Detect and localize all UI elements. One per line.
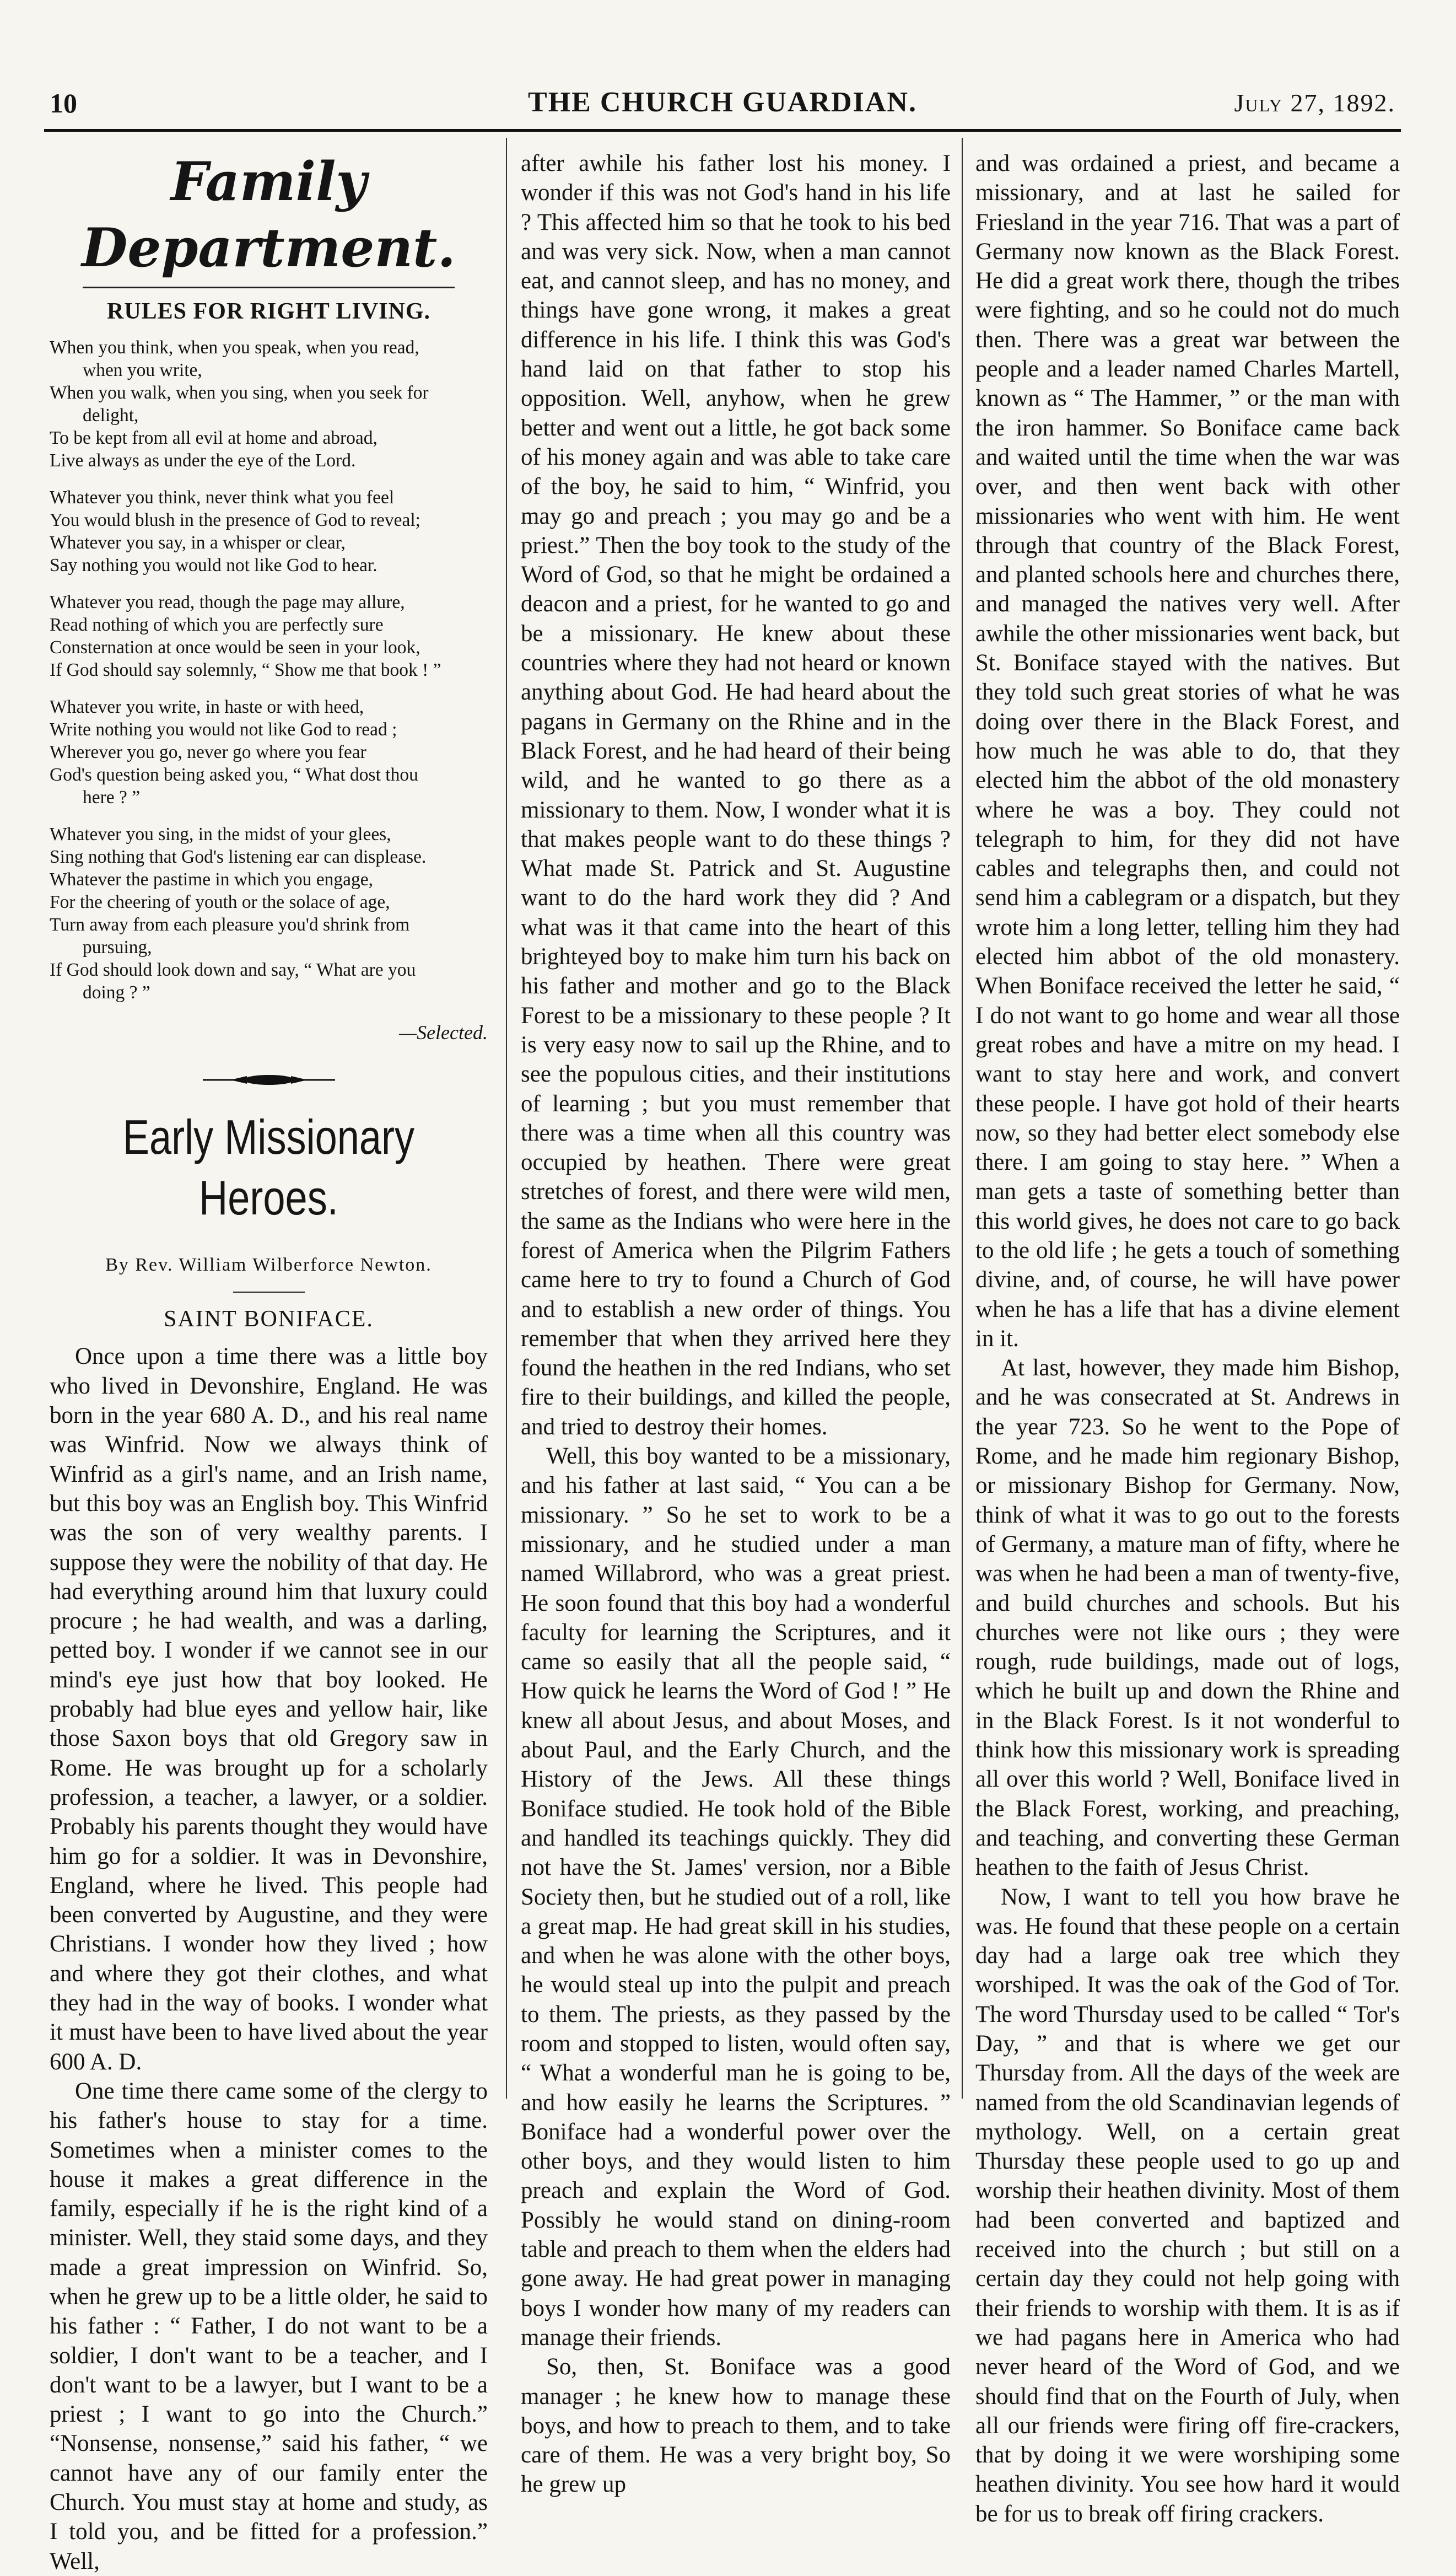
poem-line: When you walk, when you sing, when you seek for: [50, 383, 429, 404]
poem-line: Whatever you read, though the page may allure,: [50, 592, 405, 613]
column-1: [50, 149, 488, 2576]
poem-line: Whatever you say, in a whisper or clear,: [50, 533, 346, 553]
poem-line: Live always as under the eye of the Lord.: [50, 450, 356, 471]
article-paragraph: Once upon a time there was a little boy who lived in Devonshire, England. He was born in the year 680 A. D., and his real name was Winfrid. Now we always think of Winfrid as a girl's name, and an Irish name, but this boy was an English boy. This Winfrid was the son of very wealthy parents. I suppose they were the nobility of that day. He had everything around him that luxury could procure ; he had wealth, and was a darling, petted boy. I wonder if we cannot see in our mind's eye just how that boy looked. He probably had blue eyes and yellow hair, like those Saxon boys that old Gregory saw in Rome. He was brought up for a scholarly profession, a teacher, a lawyer, or a soldier. Probably his parents thought they would have him go for a soldier. It was in Devonshire, England, where he lived. This people had been converted by Augustine, and they were Christians. I wonder how they lived ; how and where they got their clothes, and what they had in the way of books. I wonder what it must have been to have lived about the year 600 A. D.: [50, 1343, 488, 2075]
article-paragraph: after awhile his father lost his money. I wonder if this was not God's hand in his life ? This affected him so that he took to his bed and was very sick. Now, when a man cannot eat, and cannot sleep, and has no money, and things have gone wrong, it makes a great difference in his life. I think this was God's hand laid on that father to stop his opposition. Well, anyhow, when he grew better and went out a little, he got back some of his money again and was able to take care of the boy, he said to him, “ Winfrid, you may go and preach ; you may go and be a priest.” Then the boy took to the study of the Word of God, so that he might be ordained a deacon and a priest, for he wanted to go and be a missionary. He knew about these countries where they had not heard or known anything about God. He had heard about the pagans in Germany on the Rhine and in the Black Forest, and he had heard of their being wild, and he wanted to go there as a missionary to them. Now, I wonder what it is that makes people want to do these things ? What made St. Patrick and St. Augustine want to do the hard work they did ? And what was it that came into the heart of this brighteyed boy to make him turn his back on his father and mother and go to the Black Forest to be a missionary to these people ? It is very easy now to sail up the Rhine, and to see the populous cities, and their institutions of learning ; but you must remember that there was a time when all this country was occupied by heathen. There were great stretches of forest, and there were wild men, the same as the Indians who were here in the forest of America when the Pilgrim Fathers came here to try to found a Church of God and to establish a new order of things. You remember that when they arrived here they found the heathen in the red Indians, who set fire to their buildings, and killed the people, and tried to destroy their homes.: [521, 150, 951, 1440]
article-paragraph: and was ordained a priest, and became a missionary, and at last he sailed for Friesland in the year 716. That was a part of Germany now known as the Black Forest. He did a great work there, though the tribes were fighting, and so he could not do much then. There was a great war between the people and a leader named Charles Martell, known as “ The Hammer, ” or the man with the iron hammer. So Boniface came back and waited until the time when the war was over, and then went back with other missionaries who went with him. He went through that country of the Black Forest, and planted schools here and churches there, and managed the natives very well. After awhile the other missionaries went back, but St. Boniface stayed with the natives. But they told such great stories of what he was doing over there in the Black Forest, and how much he was able to do, that they elected him the abbot of the old monastery where he was a boy. They could not telegraph to him, for they did not have cables and telegraphs then, and could not send him a cablegram or a dispatch, but they wrote him a long letter, telling him they had elected him abbot of the old monastery. When Boniface received the letter he said, “ I do not want to go home and wear all those great robes and have a mitre on my head. I want to stay here and work, and convert these people. I have got hold of their hearts now, so they had better elect somebody else there. I am going to stay here. ” When a man gets a taste of something better than this world gives, he does not care to go back to the old life ; he gets a touch of something divine, and, of course, he will have power when he has a life that has a divine element in it.: [975, 150, 1400, 1352]
poem-line: You would blush in the presence of God to reveal;: [50, 510, 420, 531]
column-divider: [506, 138, 507, 2099]
article-title: Early Missionary Heroes.: [122, 1109, 415, 1225]
article-paragraph: At last, however, they made him Bishop, and he was consecrated at St. Andrews in the year 723. So he went to the Pope of Rome, and he made him regionary Bishop, or missionary Bishop for Germany. Now, think of what it was to go out to the forests of Germany, a mature man of fifty, where he was when he had been a man of twenty-five, and build churches and schools. But his churches were not like ours ; they were rough, rude buildings, made out of logs, which he built up and down the Rhine and in the Black Forest. Is it not wonderful to think how this missionary work is spreading all over this world ? Well, Boniface lived in the Black Forest, working, and preaching, and teaching, and converting these German heathen to the faith of Jesus Christ.: [975, 1355, 1400, 1881]
page-number: 10: [50, 88, 77, 119]
poem-line: pursuing,: [83, 937, 152, 958]
poem-line: If God should say solemnly, “ Show me that book ! ”: [50, 660, 441, 681]
department-title: Family Department.: [82, 150, 456, 279]
poem-line: When you think, when you speak, when you read,: [50, 337, 419, 358]
header-rule: [44, 129, 1401, 132]
page-header: [44, 83, 1401, 127]
poem-line: Whatever you think, never think what you feel: [50, 487, 395, 508]
poem-line: when you write,: [83, 360, 202, 381]
poem-line: Whatever you write, in haste or with heed,: [50, 697, 364, 718]
poem-line: Read nothing of which you are perfectly sure: [50, 615, 384, 636]
section-rule: [83, 287, 455, 288]
byline-rule: [233, 1292, 305, 1293]
poem-line: God's question being asked you, “ What dost thou: [50, 765, 418, 786]
article-paragraph: Now, I want to tell you how brave he was. He found that these people on a certain day had a large oak tree which they worshiped. It was the oak of the God of Tor. The word Thursday used to be called “ Tor's Day, ” and that is where we get our Thursday from. All the days of the week are named from the old Scandinavian legends of mythology. Well, on a certain great Thursday these people used to go up and worship their heathen divinity. Most of them had been converted and baptized and received into the church ; but still on a certain day they could not help going with their friends to worship with them. It is as if we had pagans here in America who had never heard of the Word of God, and we should find that on the Fourth of July, when all our friends were firing off fire-crackers, that by doing it we were worshiping some heathen divinity. You see how hard it would be for us to break off firing crackers.: [975, 1884, 1400, 2527]
poem-stanza: [50, 823, 488, 1004]
article-paragraph: Well, this boy wanted to be a missionary, and his father at last said, “ You can a be missionary. ” So he set to work to be a missionary, and he studied under a man named Willabrord, who was a great priest. He soon found that this boy had a wonderful faculty for learning the Scriptures, and it came so easily that all the people said, “ How quick he learns the Word of God ! ” He knew all about Jesus, and about Moses, and about Paul, and the Early Church, and the History of the Jews. All these things Boniface studied. He took hold of the Bible and handled its teachings quickly. They did not have the St. James' version, nor a Bible Society then, but he studied out of a roll, like a great map. He had great skill in his studies, and when he was alone with the other boys, he would steal up into the pulpit and preach to them. The priests, as they passed by the room and stopped to listen, would often say, “ What a wonderful man he is going to be, and how easily he learns the Scriptures. ” Boniface had a wonderful power over the other boys, and they would listen to him preach and explain the Word of God. Possibly he would stand on dining-room table and preach to them when the elders had gone away. He had great power in managing boys I wonder how many of my readers can manage their friends.: [521, 1443, 951, 2351]
poem-line: If God should look down and say, “ What are you: [50, 960, 416, 981]
poem-stanza: [50, 486, 488, 577]
poem-line: Wherever you go, never go where you fear: [50, 742, 366, 763]
column-divider: [962, 138, 963, 2099]
article-paragraph: One time there came some of the clergy to his father's house to stay for a time. Sometimes when a minister comes to the house it makes a great difference in the family, especially if he is the right kind of a minister. Well, they staid some days, and they made a great impression on Winfrid. So, when he grew up to be a little older, he said to his father : “ Father, I do not want to be a soldier, I don't want to be a teacher, and I don't want to be a lawyer, but I want to be a priest ; I want to go into the Church.” “Nonsense, nonsense,” said his father, “ we cannot have any of our family enter the Church. You must stay at home and study, as I told you, and be fitted for a profession.” Well,: [50, 2078, 488, 2574]
column-2: [521, 149, 951, 2499]
poem-stanza: [50, 336, 488, 472]
section-ornament-icon: [50, 1064, 488, 1094]
poem-attribution: —Selected.: [399, 1021, 488, 1044]
poem-line: Write nothing you would not like God to read ;: [50, 719, 397, 740]
article-paragraph: So, then, St. Boniface was a good manager ; he knew how to manage these boys, and how to preach to them, and to take care of them. He was a very bright boy, So he grew up: [521, 2354, 951, 2498]
poem-line: Consternation at once would be seen in your look,: [50, 637, 420, 658]
masthead-title: THE CHURCH GUARDIAN.: [528, 87, 917, 118]
issue-date: July 27, 1892.: [1234, 89, 1395, 117]
poem-line: Say nothing you would not like God to hear.: [50, 555, 378, 576]
poem-line: Whatever you sing, in the midst of your glees,: [50, 824, 391, 845]
poem-line: To be kept from all evil at home and abroad,: [50, 428, 378, 449]
poem-line: For the cheering of youth or the solace of age,: [50, 892, 390, 913]
poem-line: delight,: [83, 405, 139, 426]
poem-line: doing ? ”: [83, 982, 150, 1003]
poem-line: here ? ”: [83, 787, 141, 808]
article-byline: By Rev. William Wilberforce Newton.: [105, 1254, 432, 1275]
poem-line: Turn away from each pleasure you'd shrink from: [50, 915, 410, 935]
poem-title: RULES FOR RIGHT LIVING.: [106, 299, 430, 324]
poem-stanza: [50, 591, 488, 681]
article-subtitle: SAINT BONIFACE.: [164, 1306, 374, 1332]
poem-stanza: [50, 696, 488, 809]
column-3: [975, 149, 1400, 2529]
poem-line: Sing nothing that God's listening ear can displease.: [50, 847, 427, 868]
poem-line: Whatever the pastime in which you engage,: [50, 869, 373, 890]
